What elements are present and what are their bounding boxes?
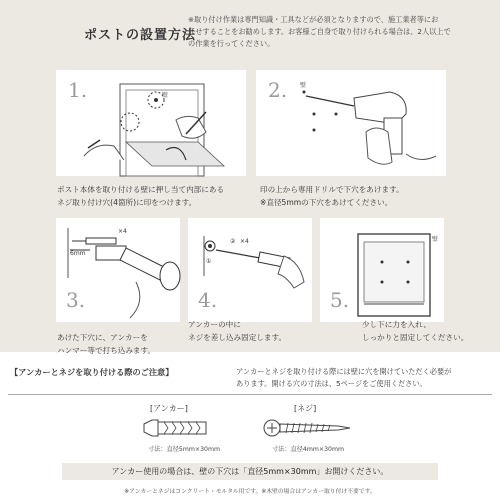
step-2-caption — [260, 183, 404, 209]
step-1-caption — [57, 183, 224, 209]
screw-image — [262, 418, 352, 438]
step-3-panel — [56, 218, 180, 322]
step-2-number: 2. — [268, 78, 288, 102]
page-title: ポストの設置方法 — [84, 28, 197, 43]
step-2-wall-label: 壁 — [300, 82, 307, 89]
note-line-2: 任せすることをお勧めします。お客様ご自身で取り付けられる場合は、2人以上で — [188, 27, 451, 36]
step-3-count-label: ×4 — [118, 228, 127, 235]
step-3-number: 3. — [66, 288, 86, 312]
step-2-illustration — [256, 70, 446, 176]
step-4-panel — [188, 218, 312, 322]
caution-body-line-1: アンカーとネジを取り付ける際には壁に穴を開けていただく必要が — [236, 367, 452, 376]
step-4-label-b: ② — [230, 238, 236, 245]
step-5-caption-line-2: しっかりと固定してください。 — [362, 333, 469, 342]
step-3-caption — [57, 331, 155, 357]
anchor-spec: 寸法：直径5mm×30mm — [148, 446, 221, 453]
step-5-number: 5. — [330, 288, 350, 312]
anchor-image — [142, 418, 212, 438]
step-4-number: 4. — [198, 288, 218, 312]
step-1-panel — [56, 70, 246, 176]
step-4-caption-line-2: ネジを差し込み固定します。 — [188, 333, 287, 342]
footnote: ※アンカーとネジはコンクリート・モルタル用です。※木壁の場合はアンカー取り付け不要です。 — [124, 489, 376, 495]
step-5-caption-line-1: 少し下に力を入れ、 — [362, 320, 431, 329]
note-line-3: の作業を行ってください。 — [188, 39, 275, 48]
caution-body-line-2: あります。開ける穴の寸法は、5ページをご使用ください。 — [236, 379, 427, 388]
step-4-label-a: ① — [206, 258, 212, 265]
caution-body — [236, 366, 496, 390]
step-5-caption — [362, 318, 468, 344]
step-1-wall-label: 壁 — [162, 92, 169, 99]
highlight-bar: アンカー使用の場合は、壁の下穴は「直径5mm×30mm」お開けください。 — [62, 463, 438, 480]
step-1-number: 1. — [68, 78, 88, 102]
header-note — [188, 14, 478, 50]
step-5-wall-label: 壁 — [432, 236, 439, 243]
step-4-count-label: ×4 — [240, 238, 249, 245]
step-4-illustration — [188, 218, 312, 322]
screw-label: [ネジ] — [294, 404, 317, 413]
anchor-label: [アンカー] — [150, 404, 188, 413]
step-5-illustration — [320, 218, 444, 322]
step-3-caption-line-1: あけた下穴に、アンカーを — [57, 333, 148, 342]
screw-spec: 寸法：直径4mm×30mm — [272, 446, 345, 453]
caution-title: 【アンカーとネジを取り付ける際のご注意】 — [10, 367, 174, 377]
step-2-panel — [256, 70, 446, 176]
step-1-illustration — [56, 70, 246, 176]
step-2-caption-line-2: ※直径5mmの下穴をあけてください。 — [260, 198, 393, 207]
note-line-1: ※取り付け作業は専門知識・工具などが必須となりますので、施工業者等にお — [188, 15, 439, 24]
step-5-panel — [320, 218, 444, 322]
step-3-caption-line-2: ハンマー等で打ち込みます。 — [57, 346, 156, 355]
step-4-caption-line-1: アンカーの中に — [188, 320, 241, 329]
step-4-caption — [188, 318, 286, 344]
step-1-caption-line-2: ネジ取り付け穴(4箇所)に印をつけます。 — [57, 198, 197, 207]
divider — [8, 394, 492, 395]
step-2-caption-line-1: 印の上から専用ドリルで下穴をあけます。 — [260, 185, 404, 194]
step-1-caption-line-1: ポスト本体を取り付ける壁に押し当て内部にある — [57, 185, 225, 194]
step-3-size-label: 6mm — [70, 250, 86, 257]
